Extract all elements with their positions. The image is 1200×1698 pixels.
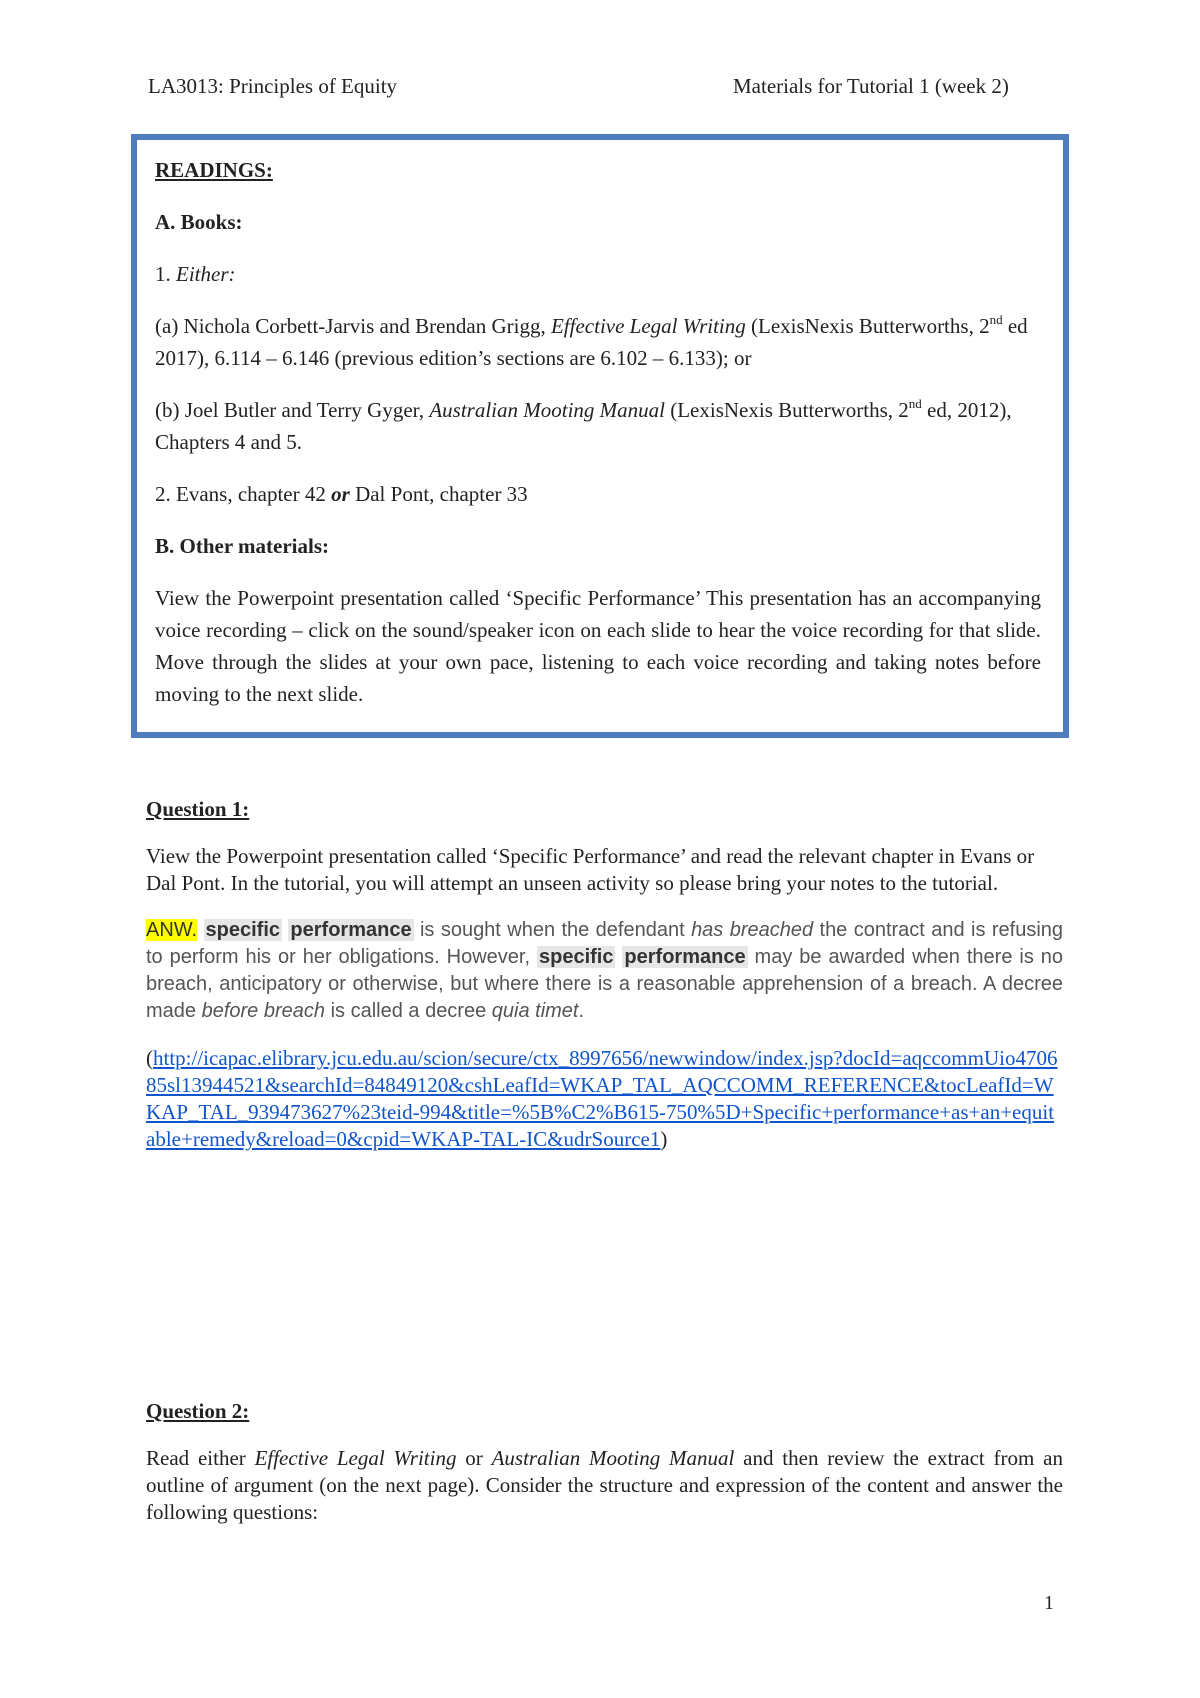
item-number: 1. <box>155 262 176 286</box>
reading-option-b <box>155 394 1041 458</box>
answer-text: the contract and is refusing to perform his or her obligations. However, <box>146 919 1064 968</box>
link-paren-open: ( <box>146 1046 153 1070</box>
option-a-authors: (a) Nichola Corbett-Jarvis and Brendan Grigg, <box>155 314 551 338</box>
q2-book-title: Australian Mooting Manual <box>491 1446 735 1470</box>
option-a-sections: ed 2017), 6.114 – 6.146 (previous edition’s sections are 6.102 – 6.133); or <box>155 314 1028 370</box>
reading-item-2 <box>155 478 1041 510</box>
option-a-publisher: (LexisNexis Butterworths, 2 <box>745 314 990 338</box>
page-number: 1 <box>1044 1592 1054 1614</box>
answer-text: . <box>578 1000 585 1022</box>
header-course-title: LA3013: Principles of Equity <box>148 74 398 98</box>
question-2-text <box>146 1445 1063 1526</box>
q2-book-title: Effective Legal Writing <box>254 1446 457 1470</box>
answer-text: is called a decree <box>325 1000 492 1022</box>
option-b-title: Australian Mooting Manual <box>429 398 665 422</box>
q2-text: Read either <box>146 1446 255 1470</box>
answer-emphasis: has breached <box>691 919 814 941</box>
q2-text: or <box>456 1446 492 1470</box>
question-1-heading: Question 1: <box>146 797 250 821</box>
reading-option-a <box>155 310 1041 374</box>
item-2-text: 2. Evans, chapter 42 <box>155 482 332 506</box>
header-tutorial-title: Materials for Tutorial 1 (week 2) <box>733 74 1009 98</box>
reference-link[interactable]: http://icapac.elibrary.jcu.edu.au/scion/secure/ctx_8997656/newwindow/index.jsp?docId=aqccommUio470685sl13944521&searchId=84849120&cshLeafId=WKAP_TAL_AQCCOMM_REFERENCE&tocLeafId=WKAP_TAL_939473627%23teid-994&title=%5B%C2%B615-750%5D+Specific+performance+as+an+equitable+remedy&reload=0&cpid=WKAP-TAL-IC&udrSource1 <box>146 1046 1058 1151</box>
reading-item-1 <box>155 258 1041 290</box>
question-2-section <box>146 1398 1063 1546</box>
option-a-title: Effective Legal Writing <box>550 314 746 338</box>
answer-emphasis: quia timet <box>491 1000 579 1022</box>
other-materials-text: View the Powerpoint presentation called ‘Specific Performance’ This presentation has an accompanying voice recording – click on the sound/speaker icon on each slide to hear the voice recording for that slide. Move through the slides at your own pace, listening to each voice recording and taking notes before moving to the next slide. <box>155 586 1041 706</box>
question-1-section <box>146 796 1063 1173</box>
option-b-superscript: nd <box>908 396 922 411</box>
books-heading: A. Books: <box>155 210 243 234</box>
answer-text: is sought when the defendant <box>413 919 692 941</box>
answer-paragraph <box>146 917 1063 1025</box>
link-paren-close: ) <box>660 1127 668 1151</box>
anw-label: ANW. <box>146 919 198 941</box>
highlight-performance: performance <box>624 946 746 968</box>
option-b-chapters: ed, 2012), Chapters 4 and 5. <box>155 398 1012 454</box>
question-1-text: View the Powerpoint presentation called ‘Specific Performance’ and read the relevant chapter in Evans or Dal Pont. In the tutorial, you will attempt an unseen activity so please bring your notes to the tutorial. <box>146 844 1035 895</box>
question-2-heading: Question 2: <box>146 1399 250 1423</box>
option-b-authors: (b) Joel Butler and Terry Gyger, <box>155 398 430 422</box>
answer-emphasis: before breach <box>201 1000 326 1022</box>
highlight-specific: specific <box>205 919 281 941</box>
highlight-specific: specific <box>538 946 614 968</box>
option-a-superscript: nd <box>989 312 1003 327</box>
reference-link-paragraph <box>146 1045 1063 1153</box>
answer-text: may be awarded when there is no breach, anticipatory or otherwise, but where there is a reasonable apprehension of a breach. A decree made <box>146 946 1064 1022</box>
other-materials-heading: B. Other materials: <box>155 534 329 558</box>
item-label: Either: <box>176 262 236 286</box>
highlight-performance: performance <box>290 919 412 941</box>
readings-box <box>131 134 1069 738</box>
item-2-text-end: Dal Pont, chapter 33 <box>349 482 528 506</box>
option-b-publisher: (LexisNexis Butterworths, 2 <box>664 398 909 422</box>
item-2-or: or <box>331 482 350 506</box>
readings-title: READINGS: <box>155 158 273 182</box>
q2-text: and then review the extract from an outline of argument (on the next page). Consider the structure and expression of the content and answer the following questions: <box>146 1446 1064 1524</box>
